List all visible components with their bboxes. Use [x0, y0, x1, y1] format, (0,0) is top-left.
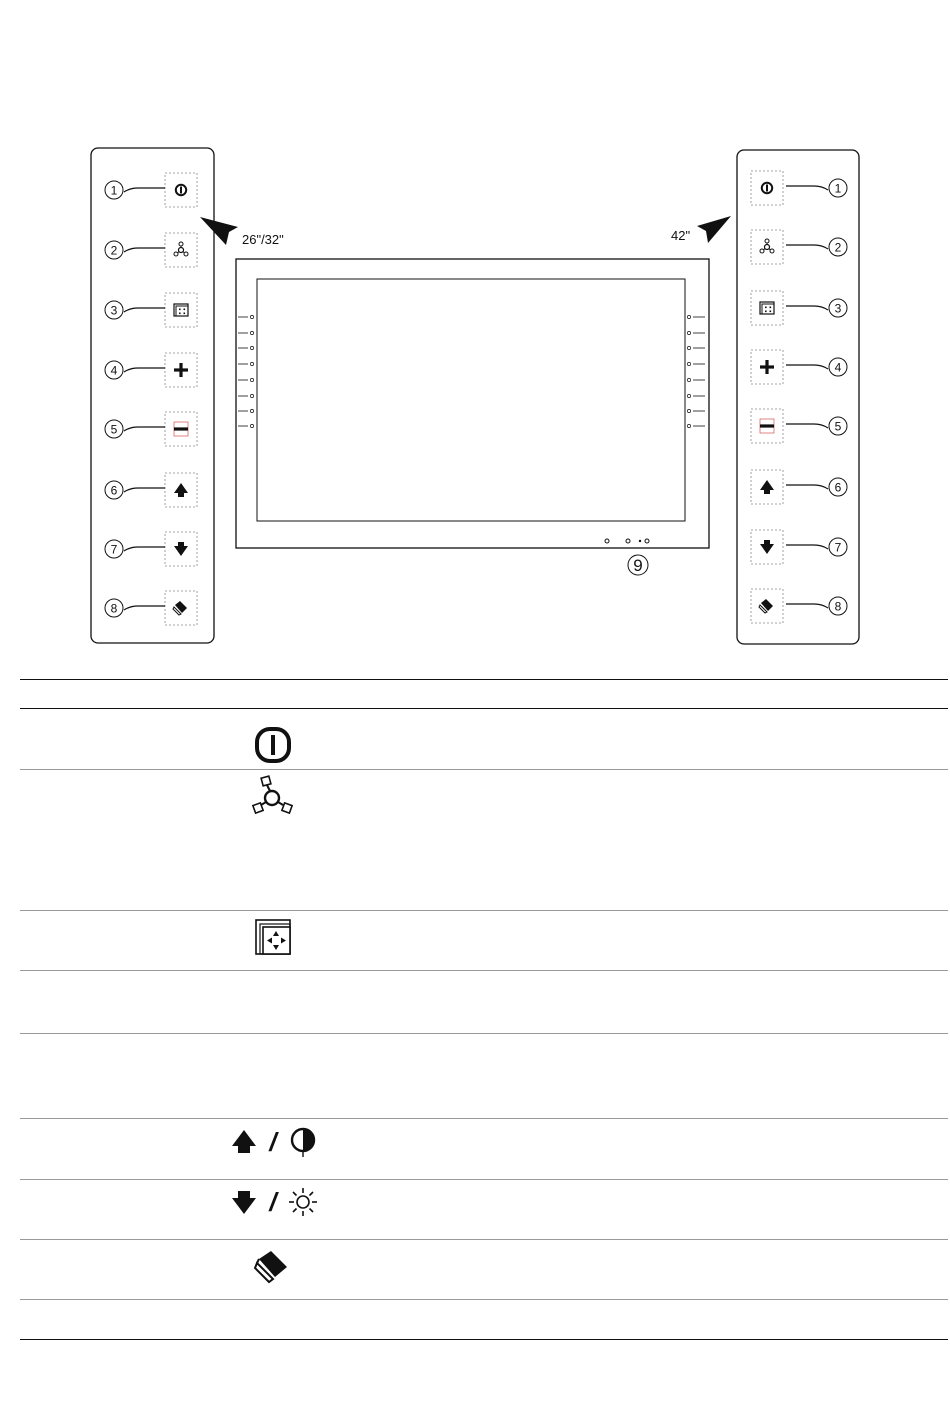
left-panel-key-6 — [105, 473, 197, 507]
leader-line — [124, 606, 165, 610]
power-icon — [248, 724, 298, 766]
leader-line — [124, 188, 165, 192]
left-panel-key-1 — [105, 173, 197, 207]
left-panel-key-2 — [105, 233, 197, 267]
row-divider — [20, 910, 948, 911]
monitor-side-key — [687, 362, 705, 365]
right-pointer-arrow — [697, 216, 731, 243]
key-number: 3 — [834, 301, 842, 316]
leader-line — [124, 368, 165, 372]
monitor-side-key — [687, 378, 705, 381]
left-panel-frame — [91, 148, 214, 643]
left-panel-key-3 — [105, 293, 197, 327]
arrow-up-icon — [760, 480, 774, 494]
plus-icon — [760, 360, 774, 374]
key-number: 7 — [110, 542, 118, 557]
key-number: 6 — [110, 483, 118, 498]
key-number: 2 — [834, 240, 842, 255]
row-divider — [20, 769, 948, 770]
key-frame — [751, 230, 783, 264]
row-divider — [20, 970, 948, 971]
left-size-label: 26"/32" — [242, 232, 284, 247]
right-panel-key-6 — [751, 470, 847, 504]
key-frame — [751, 291, 783, 325]
table-bottom-rule — [20, 1339, 948, 1340]
leader-line — [124, 547, 165, 551]
left-panel-key-5 — [105, 412, 197, 446]
leader-line — [786, 365, 828, 369]
leader-line — [124, 308, 165, 312]
key-number: 5 — [110, 422, 118, 437]
leader-line — [786, 186, 828, 190]
leader-line — [786, 604, 828, 608]
monitor-left-keys — [238, 315, 254, 427]
monitor-side-key — [687, 409, 705, 412]
monitor-side-key — [687, 394, 705, 397]
right-panel-key-8 — [751, 589, 847, 623]
picture-position-icon — [248, 914, 298, 960]
monitor-side-key — [687, 331, 705, 334]
input-source-icon — [760, 239, 774, 253]
arrow-down-icon — [229, 1187, 259, 1217]
leader-line — [786, 545, 828, 549]
leader-line — [786, 424, 828, 428]
table-top-rule — [20, 679, 948, 680]
up-contrast-icon — [218, 1124, 330, 1160]
monitor-side-key — [687, 346, 705, 349]
menu-icon — [759, 599, 773, 613]
key-number: 8 — [834, 599, 842, 614]
arrow-down-icon — [760, 540, 774, 554]
minus-icon — [760, 419, 774, 433]
left-pointer-arrow — [200, 217, 238, 245]
key-number: 1 — [110, 183, 118, 198]
right-size-label: 42" — [671, 228, 691, 243]
arrow-up-icon — [174, 483, 188, 497]
row-divider — [20, 1239, 948, 1240]
power-icon — [176, 185, 186, 195]
left-panel-key-8 — [105, 591, 197, 625]
row-divider — [20, 1033, 948, 1034]
minus-icon — [174, 422, 188, 436]
left-panel-key-4 — [105, 353, 197, 387]
right-panel-key-1 — [751, 171, 847, 205]
monitor-screen — [257, 279, 685, 521]
right-key-panel — [737, 150, 859, 644]
right-panel-key-2 — [751, 230, 847, 264]
table-header-rule — [20, 708, 948, 709]
monitor-side-key — [687, 424, 705, 427]
monitor-right-keys — [687, 315, 705, 427]
monitor-side-key — [687, 315, 705, 318]
plus-icon — [174, 363, 188, 377]
monitor-side-key — [238, 315, 254, 318]
down-brightness-icon — [218, 1184, 330, 1220]
menu-icon — [173, 601, 187, 615]
key-number: 5 — [834, 419, 842, 434]
menu-book-icon — [248, 1246, 298, 1286]
monitor-side-key — [238, 394, 254, 397]
leader-line — [124, 427, 165, 431]
right-panel-key-4 — [751, 350, 847, 384]
input-source-icon — [174, 242, 188, 256]
monitor-side-key — [238, 331, 254, 334]
contrast-icon — [287, 1125, 319, 1159]
picture-position-icon — [174, 304, 188, 316]
monitor-side-key — [238, 378, 254, 381]
left-panel-key-7 — [105, 532, 197, 566]
monitor-side-key — [238, 346, 254, 349]
arrow-up-icon — [229, 1127, 259, 1157]
key-number: 2 — [110, 243, 118, 258]
key-number: 8 — [110, 601, 118, 616]
key-number: 3 — [110, 303, 118, 318]
key-frame — [165, 233, 197, 267]
right-panel-key-5 — [751, 409, 847, 443]
right-panel-frame — [737, 150, 859, 644]
key-number: 1 — [834, 181, 842, 196]
arrow-down-icon — [174, 542, 188, 556]
indicator-callout-number: 9 — [633, 556, 643, 575]
key-number: 4 — [110, 363, 118, 378]
monitor-side-key — [238, 362, 254, 365]
leader-line — [786, 485, 828, 489]
key-number: 4 — [834, 360, 842, 375]
button-layout-diagram — [0, 0, 950, 660]
leader-line — [786, 245, 828, 249]
slash-separator: / — [269, 1127, 277, 1157]
key-number: 7 — [834, 540, 842, 555]
row-divider — [20, 1118, 948, 1119]
key-number: 6 — [834, 480, 842, 495]
input-source-icon — [245, 774, 301, 818]
picture-position-icon — [760, 302, 774, 314]
row-divider — [20, 1299, 948, 1300]
power-icon — [762, 183, 772, 193]
left-key-panel — [91, 148, 214, 643]
slash-separator: / — [269, 1187, 277, 1217]
monitor-bezel — [236, 259, 709, 548]
key-frame — [165, 293, 197, 327]
monitor-indicator-leds — [605, 539, 649, 543]
leader-line — [124, 248, 165, 252]
monitor-side-key — [238, 409, 254, 412]
row-divider — [20, 1179, 948, 1180]
right-panel-key-7 — [751, 530, 847, 564]
monitor — [236, 259, 709, 575]
leader-line — [124, 488, 165, 492]
right-panel-key-3 — [751, 291, 847, 325]
brightness-icon — [287, 1186, 319, 1218]
monitor-side-key — [238, 424, 254, 427]
leader-line — [786, 306, 828, 310]
